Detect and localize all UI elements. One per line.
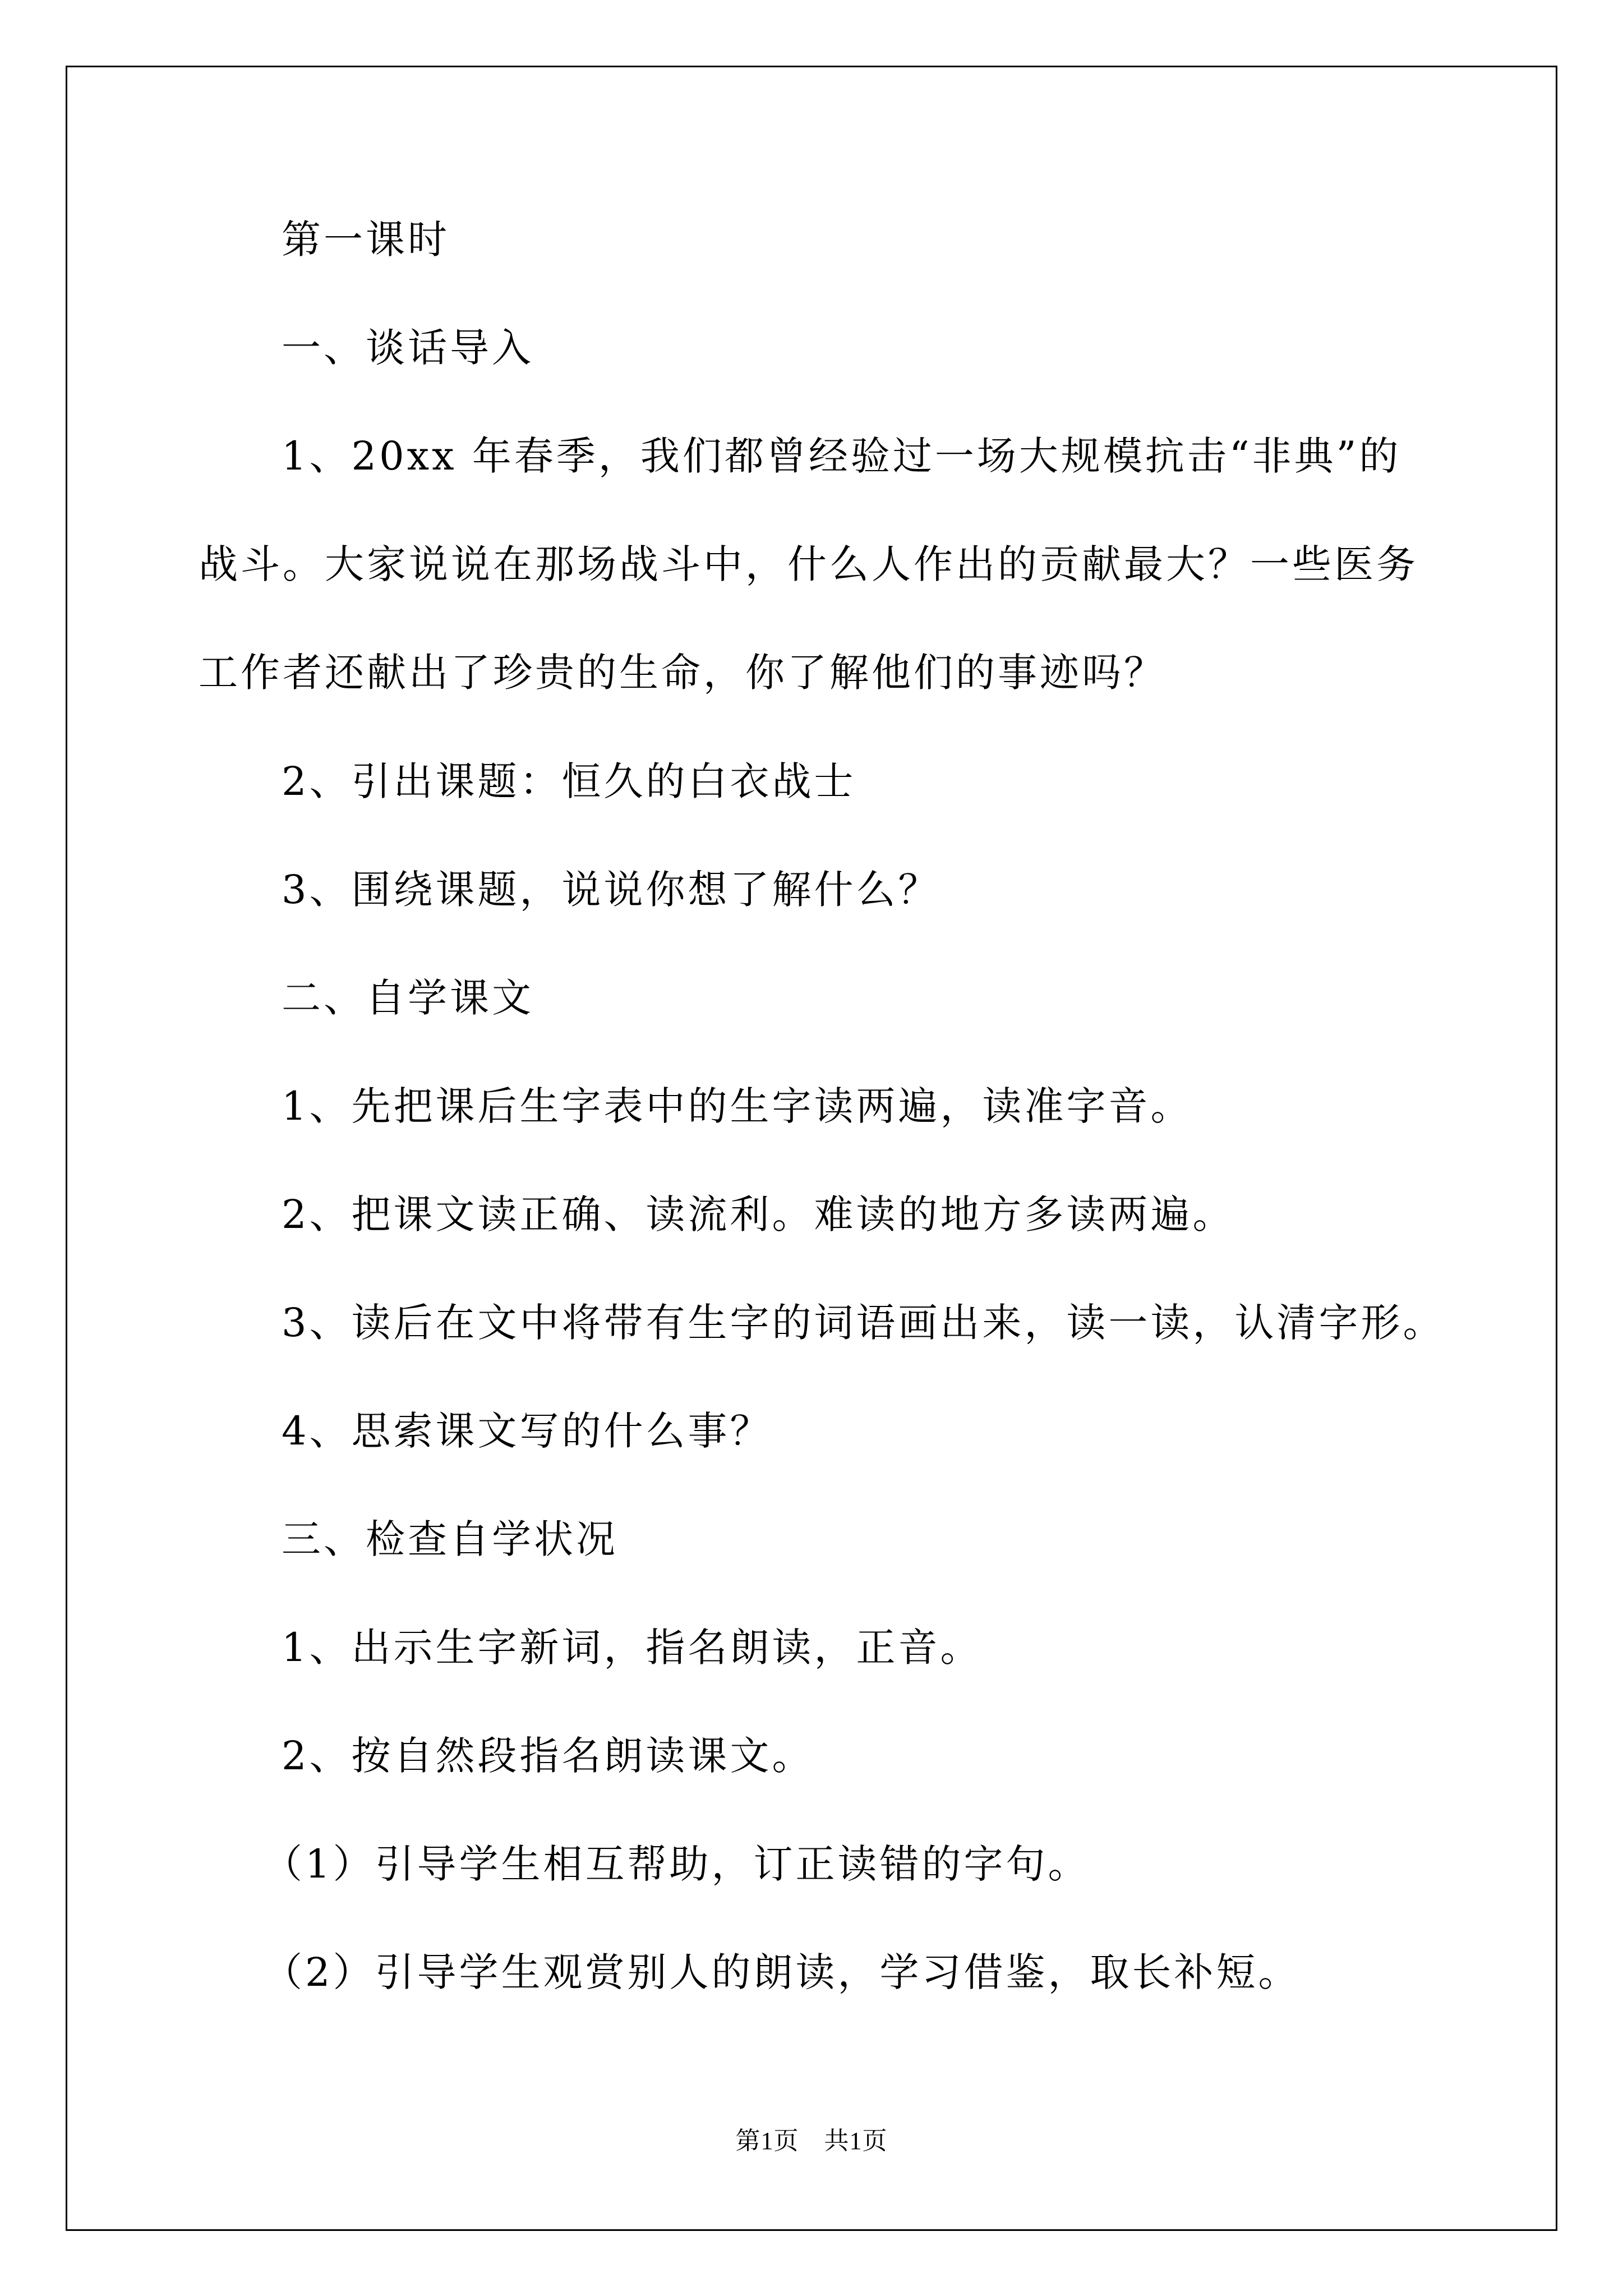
paragraph-check-2-sub-2: （2）引导学生观赏别人的朗读，学习借鉴，取长补短。 (263, 1949, 1301, 1995)
paragraph-intro-question: 1、20xx 年春季，我们都曾经验过一场大规模抗击“非典”的战斗。大家说说在那场战斗中，什么人作出的贡献最大？一些医务工作者还献出了珍贵的生命，你了解他们的事迹吗？ (199, 433, 1418, 696)
paragraph-topic-question: 3、围绕课题，说说你想了解什么？ (282, 867, 940, 913)
section-heading-3: 三、检查自学状况 (282, 1516, 618, 1562)
section-heading-1: 一、谈话导入 (282, 325, 534, 371)
paragraph-check-1: 1、出示生字新词，指名朗读，正音。 (282, 1625, 983, 1671)
paragraph-self-study-3: 3、读后在文中将带有生字的词语画出来，读一读，认清字形。 (282, 1300, 1445, 1346)
paragraph-lesson-title: 2、引出课题：恒久的白衣战士 (282, 758, 856, 804)
paragraph-self-study-1: 1、先把课后生字表中的生字读两遍，读准字音。 (282, 1083, 1193, 1129)
paragraph-check-2-sub-1: （1）引导学生相互帮助，订正读错的字句。 (263, 1841, 1090, 1887)
paragraph-check-2: 2、按自然段指名朗读课文。 (282, 1733, 814, 1779)
section-heading-2: 二、自学课文 (282, 975, 534, 1021)
lesson-period-heading: 第一课时 (282, 217, 450, 263)
paragraph-self-study-4: 4、思索课文写的什么事？ (282, 1408, 772, 1454)
document-body (199, 213, 1445, 2054)
page-number-footer: 第1页 共1页 (735, 2127, 888, 2155)
paragraph-self-study-2: 2、把课文读正确、读流利。难读的地方多读两遍。 (282, 1191, 1235, 1237)
